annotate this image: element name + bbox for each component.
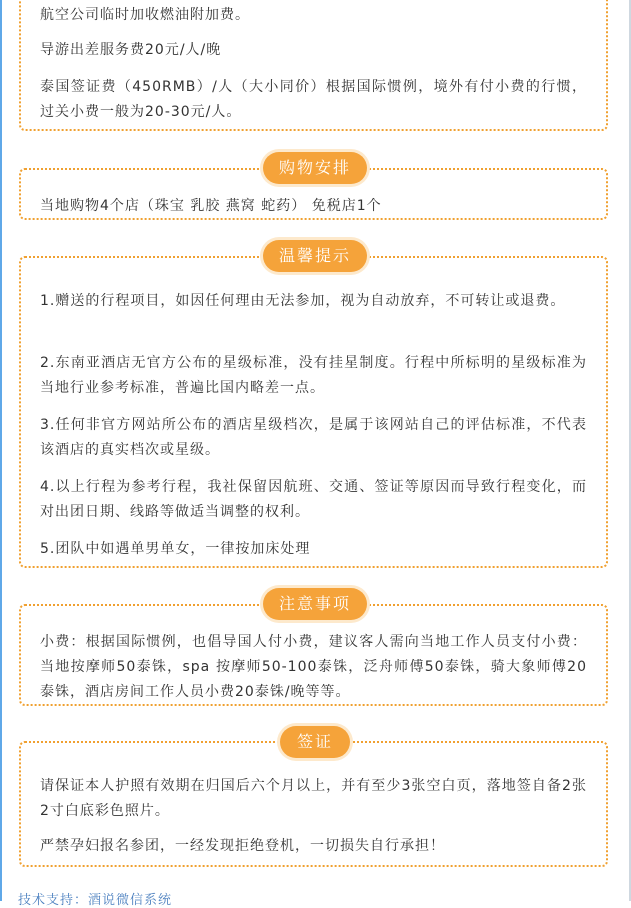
visa-title: 签证	[280, 726, 350, 758]
tips-paragraph: 3.任何非官方网站所公布的酒店星级档次，是属于该网站自己的评估标准，不代表该酒店的真实档次或星级。	[40, 417, 587, 458]
fees-paragraph: 泰国签证费（450RMB）/人（大小同价）根据国际惯例，境外有付小费的行惯，过关小费一般为20-30元/人。	[40, 79, 587, 120]
footer-credit: 技术支持：酒说微信系统	[18, 893, 173, 908]
visa-paragraph: 请保证本人护照有效期在归国后六个月以上，并有至少3张空白页，落地签自备2张2寸白底彩色照片。	[40, 778, 587, 819]
tips-paragraph: 4.以上行程为参考行程，我社保留因航班、交通、签证等原因而导致行程变化，而对出团日期、线路等做适当调整的权利。	[40, 479, 587, 520]
visa-section	[19, 741, 608, 867]
visa-paragraph: 严禁孕妇报名参团，一经发现拒绝登机，一切损失自行承担！	[40, 838, 445, 854]
shopping-paragraph: 当地购物4个店（珠宝 乳胶 燕窝 蛇药） 免税店1个	[40, 198, 382, 214]
tips-paragraph: 5.团队中如遇单男单女，一律按加床处理	[40, 541, 311, 557]
notes-title: 注意事项	[263, 588, 367, 620]
tips-paragraph: 2.东南亚酒店无官方公布的星级标准，没有挂星制度。行程中所标明的星级标准为当地行业参考标准，普遍比国内略差一点。	[40, 355, 587, 396]
notes-paragraph: 小费：根据国际惯例，也倡导国人付小费，建议客人需向当地工作人员支付小费：当地按摩师50泰铢，spa 按摩师50-100泰铢，泛舟师傅50泰铢，骑大象师傅20泰铢，酒店房间工作人员小费20泰铢/晚等等。	[40, 634, 587, 700]
fees-paragraph: 导游出差服务费20元/人/晚	[40, 42, 222, 58]
left-edge-rule	[0, 0, 2, 901]
tips-title: 温馨提示	[263, 240, 367, 272]
fees-section	[19, 0, 608, 131]
tips-paragraph: 1.赠送的行程项目，如因任何理由无法参加，视为自动放弃，不可转让或退费。	[40, 293, 566, 309]
fees-paragraph: 航空公司临时加收燃油附加费。	[40, 7, 250, 23]
shopping-title: 购物安排	[263, 152, 367, 184]
tips-section	[19, 256, 608, 568]
